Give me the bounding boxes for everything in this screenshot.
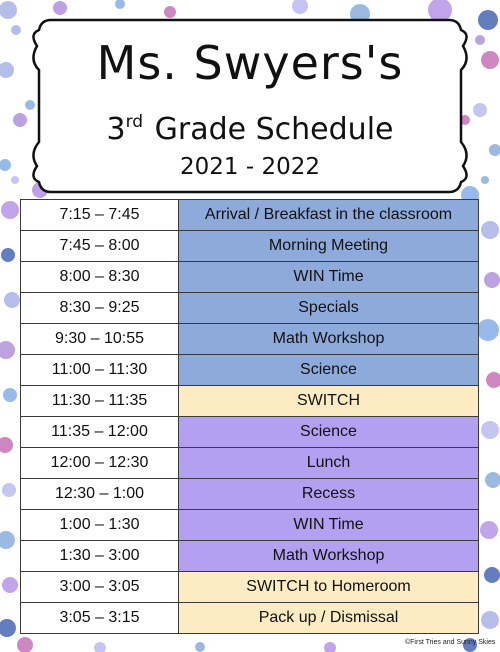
paint-dot: [115, 0, 125, 9]
activity-cell: WIN Time: [179, 510, 479, 541]
paint-dot: [481, 421, 499, 439]
activity-cell: Lunch: [179, 448, 479, 479]
paint-dot: [0, 159, 11, 171]
schedule-table: [20, 199, 479, 634]
paint-dot: [2, 483, 16, 497]
schedule-row: [21, 572, 479, 603]
paint-dot: [1, 248, 15, 262]
activity-cell: WIN Time: [179, 262, 479, 293]
paint-dot: [4, 292, 20, 308]
schedule-row: [21, 324, 479, 355]
schedule-row: [21, 293, 479, 324]
time-cell: 8:00 – 8:30: [21, 262, 179, 293]
paint-dot: [481, 611, 499, 629]
paint-dot: [0, 341, 15, 359]
activity-cell: Morning Meeting: [179, 231, 479, 262]
schedule-row: [21, 510, 479, 541]
paint-dot: [481, 221, 499, 239]
paint-dot: [1, 201, 19, 219]
grade-number: 3: [106, 112, 126, 147]
time-cell: 7:15 – 7:45: [21, 200, 179, 231]
title-frame: [31, 14, 469, 198]
time-cell: 11:00 – 11:30: [21, 355, 179, 386]
paint-dot: [475, 35, 485, 45]
paint-dot: [473, 103, 487, 117]
paint-dot: [0, 62, 14, 78]
grade-subtitle: Grade Schedule: [154, 112, 394, 147]
paint-dot: [94, 642, 106, 652]
copyright-credit: ©First Tries and Sunny Skies: [405, 639, 496, 646]
paint-dot: [481, 176, 489, 184]
grade-title: [31, 112, 469, 147]
activity-cell: Science: [179, 355, 479, 386]
paint-dot: [324, 642, 336, 652]
paint-dot: [481, 51, 499, 69]
paint-dot: [484, 567, 500, 583]
activity-cell: Math Workshop: [179, 324, 479, 355]
activity-cell: SWITCH: [179, 386, 479, 417]
schedule-row: [21, 386, 479, 417]
paint-dot: [489, 144, 500, 156]
time-cell: 12:30 – 1:00: [21, 479, 179, 510]
schedule-row: [21, 262, 479, 293]
paint-dot: [2, 577, 18, 593]
activity-cell: SWITCH to Homeroom: [179, 572, 479, 603]
schedule-row: [21, 231, 479, 262]
activity-cell: Recess: [179, 479, 479, 510]
grade-suffix: rd: [125, 112, 144, 132]
time-cell: 3:00 – 3:05: [21, 572, 179, 603]
paint-dot: [0, 1, 17, 19]
schedule-row: [21, 448, 479, 479]
paint-dot: [0, 531, 15, 549]
schedule-row: [21, 200, 479, 231]
paint-dot: [478, 10, 498, 30]
schedule-row: [21, 479, 479, 510]
schedule-row: [21, 417, 479, 448]
paint-dot: [0, 619, 16, 637]
time-cell: 3:05 – 3:15: [21, 603, 179, 634]
time-cell: 12:00 – 12:30: [21, 448, 179, 479]
activity-cell: Science: [179, 417, 479, 448]
time-cell: 1:00 – 1:30: [21, 510, 179, 541]
time-cell: 11:30 – 11:35: [21, 386, 179, 417]
schedule-row: [21, 603, 479, 634]
paint-dot: [292, 0, 308, 14]
activity-cell: Math Workshop: [179, 541, 479, 572]
activity-cell: Pack up / Dismissal: [179, 603, 479, 634]
school-year: 2021 - 2022: [180, 154, 320, 180]
time-cell: 9:30 – 10:55: [21, 324, 179, 355]
paint-dot: [477, 319, 499, 341]
paint-dot: [484, 272, 500, 288]
paint-dot: [3, 388, 17, 402]
paint-dot: [53, 1, 67, 15]
time-cell: 11:35 – 12:00: [21, 417, 179, 448]
paint-dot: [486, 372, 500, 388]
time-cell: 7:45 – 8:00: [21, 231, 179, 262]
paint-dot: [485, 472, 500, 488]
paint-dot: [195, 642, 205, 652]
schedule-row: [21, 355, 479, 386]
paint-dot: [11, 176, 19, 184]
activity-cell: Specials: [179, 293, 479, 324]
paint-dot: [11, 25, 21, 35]
schedule-row: [21, 541, 479, 572]
paint-dot: [0, 437, 13, 453]
paint-dot: [13, 113, 27, 127]
teacher-name-title: Ms. Swyers's: [96, 36, 404, 90]
paint-dot: [480, 521, 498, 539]
paint-dot: [17, 637, 33, 652]
activity-cell: Arrival / Breakfast in the classroom: [179, 200, 479, 231]
time-cell: 8:30 – 9:25: [21, 293, 179, 324]
time-cell: 1:30 – 3:00: [21, 541, 179, 572]
